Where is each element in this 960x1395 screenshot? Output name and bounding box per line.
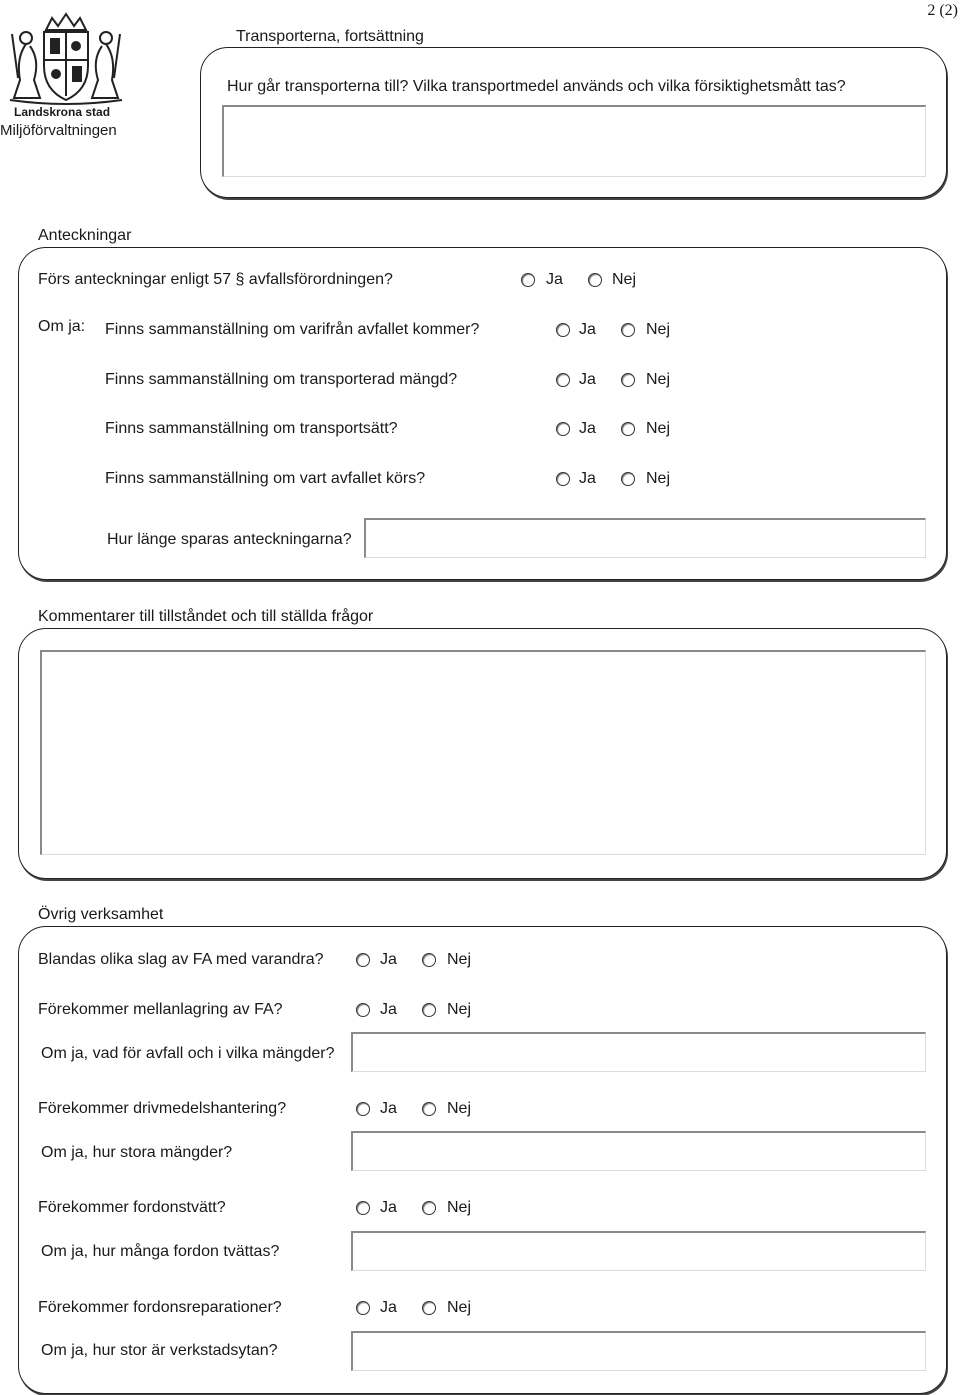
drivmedel-yes-radio[interactable]	[356, 1102, 370, 1116]
sub-question-amount: Finns sammanställning om transporterad mängd?	[105, 371, 458, 388]
q-drivmedel-follow: Om ja, hur stora mängder?	[41, 1144, 233, 1161]
mellanlagring-answer-field[interactable]	[351, 1032, 926, 1072]
fordonstvatt-no-radio[interactable]	[422, 1201, 436, 1215]
q-drivmedel: Förekommer drivmedelshantering?	[38, 1100, 287, 1117]
fordonstvatt-no-label: Nej	[447, 1199, 472, 1216]
q-mellanlagring: Förekommer mellanlagring av FA?	[38, 1001, 283, 1018]
anteckningar-main-yes-radio[interactable]	[521, 273, 535, 287]
transport-heading: Transporterna, fortsättning	[236, 28, 424, 45]
sub-method-yes-label: Ja	[579, 420, 596, 437]
blandas-yes-radio[interactable]	[356, 953, 370, 967]
q-fordonstvatt-follow: Om ja, hur många fordon tvättas?	[41, 1243, 280, 1260]
reparationer-yes-radio[interactable]	[356, 1301, 370, 1315]
blandas-no-label: Nej	[447, 951, 472, 968]
q-blandas: Blandas olika slag av FA med varandra?	[38, 951, 324, 968]
mellanlagring-no-label: Nej	[447, 1001, 472, 1018]
q-fordonstvatt: Förekommer fordonstvätt?	[38, 1199, 226, 1216]
sub-origin-yes-label: Ja	[579, 321, 596, 338]
q-reparationer: Förekommer fordonsreparationer?	[38, 1299, 282, 1316]
drivmedel-no-radio[interactable]	[422, 1102, 436, 1116]
blandas-yes-label: Ja	[380, 951, 397, 968]
page-number: 2 (2)	[927, 2, 958, 19]
logo-name: Landskrona stad	[14, 105, 111, 119]
reparationer-no-label: Nej	[447, 1299, 472, 1316]
sub-amount-yes-label: Ja	[579, 371, 596, 388]
anteckningar-main-no-radio[interactable]	[588, 273, 602, 287]
mellanlagring-no-radio[interactable]	[422, 1003, 436, 1017]
anteckningar-main-question: Förs anteckningar enligt 57 § avfallsförordningen?	[38, 271, 393, 288]
sub-origin-yes-radio[interactable]	[556, 323, 570, 337]
mellanlagring-yes-label: Ja	[380, 1001, 397, 1018]
sub-destination-yes-radio[interactable]	[556, 472, 570, 486]
anteckningar-main-no-label: Nej	[612, 271, 637, 288]
kommentarer-heading: Kommentarer till tillståndet och till ställda frågor	[38, 608, 374, 625]
blandas-no-radio[interactable]	[422, 953, 436, 967]
reparationer-answer-field[interactable]	[351, 1331, 926, 1371]
sub-method-no-label: Nej	[646, 420, 671, 437]
sub-origin-no-radio[interactable]	[621, 323, 635, 337]
drivmedel-no-label: Nej	[447, 1100, 472, 1117]
drivmedel-yes-label: Ja	[380, 1100, 397, 1117]
mellanlagring-yes-radio[interactable]	[356, 1003, 370, 1017]
ovrig-heading: Övrig verksamhet	[38, 906, 164, 923]
anteckningar-main-yes-label: Ja	[546, 271, 563, 288]
reparationer-yes-label: Ja	[380, 1299, 397, 1316]
transport-answer-field[interactable]	[222, 105, 926, 177]
transport-question: Hur går transporterna till? Vilka transportmedel används och vilka försiktighetsmått tas?	[227, 78, 846, 95]
q-mellanlagring-follow: Om ja, vad för avfall och i vilka mängder?	[41, 1045, 335, 1062]
kommentarer-answer-field[interactable]	[40, 650, 926, 855]
sub-origin-no-label: Nej	[646, 321, 671, 338]
duration-question: Hur länge sparas anteckningarna?	[107, 531, 352, 548]
duration-answer-field[interactable]	[364, 518, 926, 558]
sub-destination-no-radio[interactable]	[621, 472, 635, 486]
fordonstvatt-yes-radio[interactable]	[356, 1201, 370, 1215]
sub-method-yes-radio[interactable]	[556, 422, 570, 436]
reparationer-no-radio[interactable]	[422, 1301, 436, 1315]
q-reparationer-follow: Om ja, hur stor är verkstadsytan?	[41, 1342, 278, 1359]
sub-method-no-radio[interactable]	[621, 422, 635, 436]
sub-question-method: Finns sammanställning om transportsätt?	[105, 420, 398, 437]
sub-question-destination: Finns sammanställning om vart avfallet körs?	[105, 470, 426, 487]
sub-question-origin: Finns sammanställning om varifrån avfallet kommer?	[105, 321, 480, 338]
sub-amount-no-radio[interactable]	[621, 373, 635, 387]
logo-department: Miljöförvaltningen	[0, 122, 117, 139]
sub-destination-no-label: Nej	[646, 470, 671, 487]
sub-amount-no-label: Nej	[646, 371, 671, 388]
drivmedel-answer-field[interactable]	[351, 1131, 926, 1171]
fordonstvatt-yes-label: Ja	[380, 1199, 397, 1216]
om-ja-label: Om ja:	[38, 318, 86, 335]
sub-destination-yes-label: Ja	[579, 470, 596, 487]
anteckningar-heading: Anteckningar	[38, 227, 132, 244]
sub-amount-yes-radio[interactable]	[556, 373, 570, 387]
fordonstvatt-answer-field[interactable]	[351, 1231, 926, 1271]
